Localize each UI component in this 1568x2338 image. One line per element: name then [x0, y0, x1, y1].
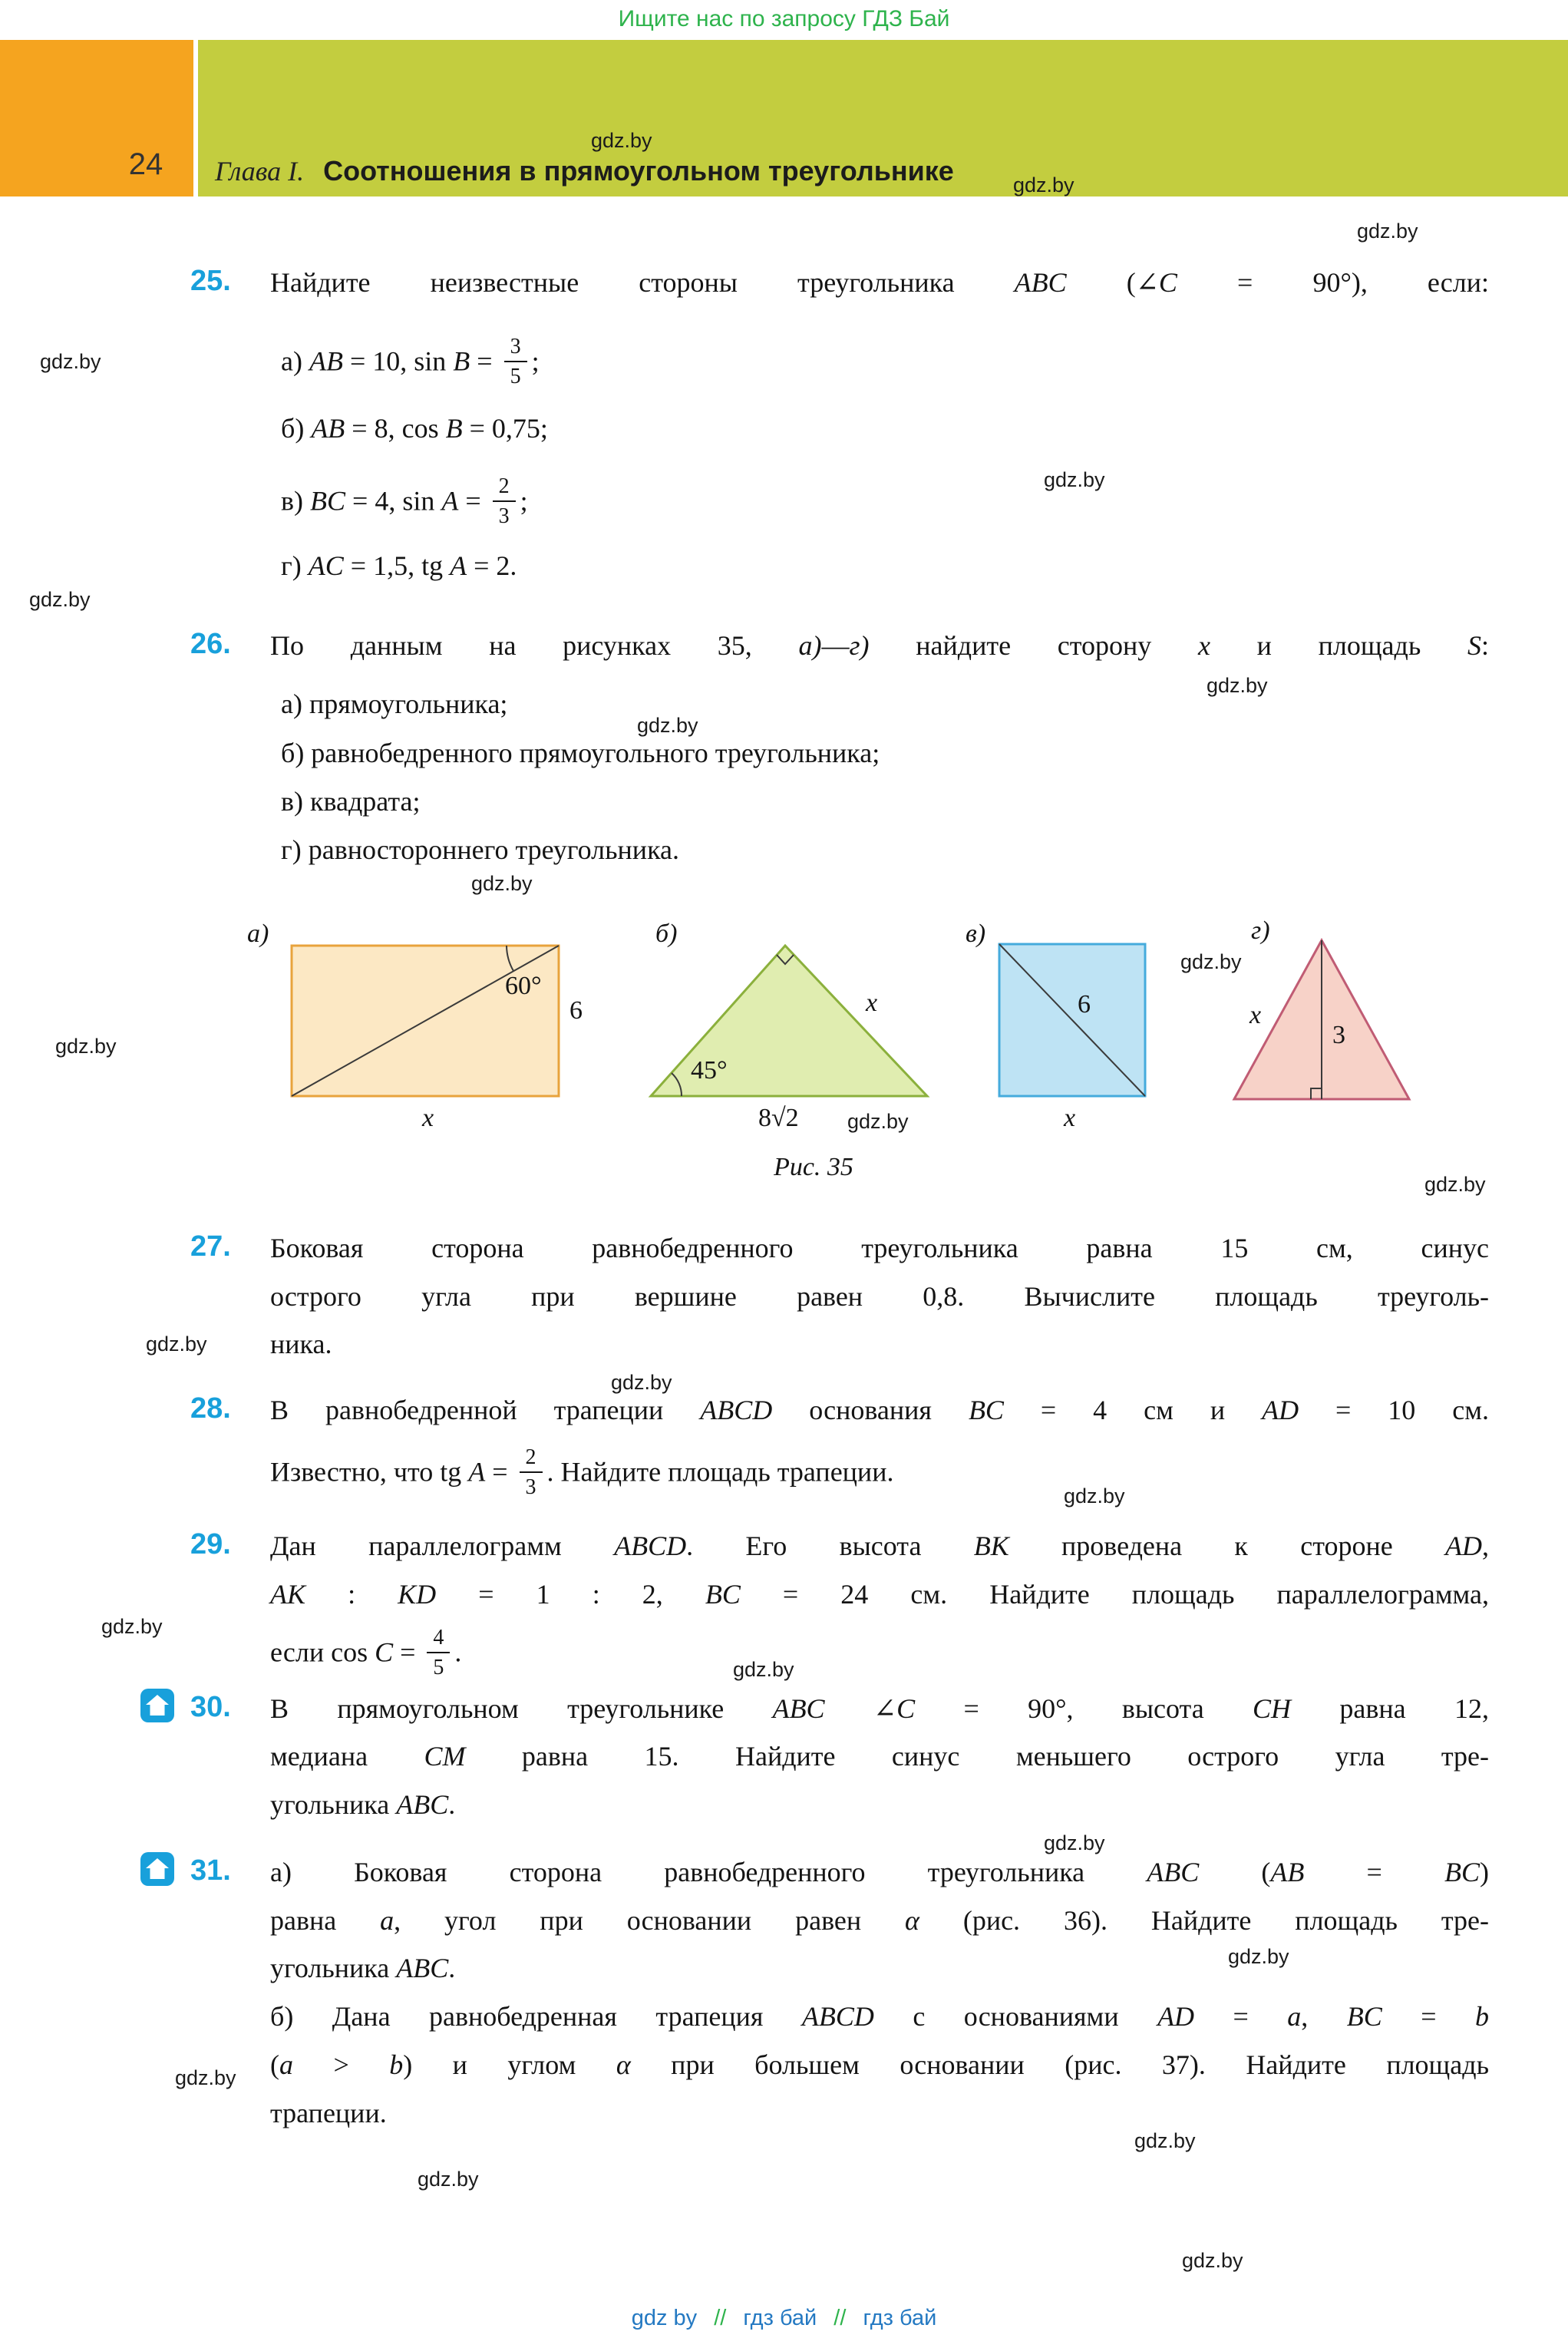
house-icon — [140, 1851, 175, 1887]
footer-link-gdz-by[interactable]: gdz by — [631, 2306, 698, 2330]
watermark: gdz.by — [175, 2066, 236, 2089]
fig-b-angle-value: 45° — [691, 1056, 728, 1085]
fig-a-rectangle — [292, 946, 559, 1096]
problem-31-line-1: а) Боковая сторона равнобедренного треугольника ABC (AB = BC) — [270, 1857, 1489, 1887]
fig-v-side-value: 6 — [1078, 990, 1091, 1019]
problem-25-item-a: а) AB = 10, sin B = $\frac{3}{5}$ ; — [281, 335, 540, 389]
problem-26-item-g: г) равностороннего треугольника. — [281, 834, 679, 865]
watermark: gdz.by — [1134, 2129, 1196, 2152]
watermark: gdz.by — [1182, 2249, 1243, 2272]
fig-b-x-label: x — [866, 989, 878, 1017]
figure-caption: Рис. 35 — [774, 1153, 853, 1181]
watermark: gdz.by — [1357, 220, 1418, 243]
problem-27-number: 27. — [190, 1230, 231, 1263]
fig-g-x-label: x — [1249, 1001, 1262, 1029]
problem-30-line-3: угольника ABC. — [270, 1789, 456, 1820]
footer-separator: // — [714, 2306, 727, 2330]
watermark: gdz.by — [611, 1371, 672, 1394]
watermark: gdz.by — [418, 2168, 479, 2191]
problem-30-line-1: В прямоугольном треугольнике ABC ∠C = 90°, высота CH равна 12, — [270, 1693, 1489, 1724]
fig-v-label: в) — [966, 920, 986, 948]
fig-g-height-value: 3 — [1332, 1021, 1345, 1049]
top-banner-text: Ищите нас по запросу ГДЗ Бай — [618, 6, 950, 31]
fig-b-hypotenuse-value: 8√2 — [758, 1104, 799, 1132]
watermark: gdz.by — [55, 1035, 117, 1058]
problem-29-line-1: Дан параллелограмм ABCD. Его высота BK проведена к стороне AD, — [270, 1531, 1489, 1561]
watermark: gdz.by — [1044, 468, 1105, 491]
fig-g-label: г) — [1251, 916, 1270, 945]
problem-26-item-a: а) прямоугольника; — [281, 689, 508, 719]
problem-26-item-v: в) квадрата; — [281, 786, 421, 817]
problem-25-item-v: в) BC = 4, sin A = $\frac{2}{3}$ ; — [281, 474, 528, 529]
watermark: gdz.by — [1013, 173, 1074, 196]
problem-29-line-3: если cos C = $\frac{4}{5}$ . — [270, 1626, 462, 1680]
footer-separator: // — [834, 2306, 847, 2330]
difficulty-marker — [140, 1851, 175, 1887]
problem-25-item-g: г) AC = 1,5, tg A = 2. — [281, 550, 517, 581]
footer-link-gdz-bai-1[interactable]: гдз бай — [743, 2306, 817, 2330]
watermark: gdz.by — [1064, 1484, 1125, 1507]
problem-26-line-1: По данным на рисунках 35, а)—г) найдите сторону x и площадь S: — [270, 630, 1489, 661]
problem-31-line-2: равна a, угол при основании равен α (рис. 36). Найдите площадь тре- — [270, 1905, 1490, 1936]
chapter-heading — [215, 155, 954, 187]
fig-a-x-label: x — [422, 1104, 434, 1132]
problem-25-item-b: б) AB = 8, cos B = 0,75; — [281, 413, 548, 444]
fig-b-label: б) — [655, 920, 678, 948]
watermark: gdz.by — [101, 1615, 163, 1638]
page-number: 24 — [128, 147, 163, 181]
watermark: gdz.by — [29, 588, 91, 611]
watermark: gdz.by — [1180, 950, 1242, 973]
problem-26-item-b: б) равнобедренного прямоугольного треугольника; — [281, 738, 880, 768]
fig-v-x-label: x — [1064, 1104, 1076, 1132]
problem-26-number: 26. — [190, 628, 231, 660]
problem-31-line-6: трапеции. — [270, 2098, 387, 2128]
problem-25-line-1: Найдите неизвестные стороны треугольника ABC (∠C = 90°), если: — [270, 267, 1490, 298]
problem-30-line-2: медиана CM равна 15. Найдите синус меньшего острого угла тре- — [270, 1741, 1489, 1772]
fig-v-square — [999, 944, 1145, 1096]
problem-31-line-5: (a > b) и углом α при большем основании (рис. 37). Найдите площадь — [270, 2049, 1489, 2080]
problem-31-line-3: угольника ABC. — [270, 1953, 456, 1983]
problem-27-line-1: Боковая сторона равнобедренного треугольника равна 15 см, синус — [270, 1233, 1489, 1263]
watermark: gdz.by — [471, 872, 533, 895]
chapter-label: Глава I. — [215, 156, 305, 187]
footer — [0, 2306, 1568, 2331]
watermark: gdz.by — [591, 129, 652, 152]
problem-27-line-2: острого угла при вершине равен 0,8. Вычислите площадь треуголь- — [270, 1281, 1489, 1312]
watermark: gdz.by — [40, 350, 101, 373]
footer-link-gdz-bai-2[interactable]: гдз бай — [863, 2306, 937, 2330]
problem-27-line-3: ника. — [270, 1329, 332, 1359]
watermark: gdz.by — [1207, 674, 1268, 697]
problem-25-number: 25. — [190, 265, 231, 297]
problem-28-line-2: Известно, что tg A = $\frac{2}{3}$ . Найдите площадь трапеции. — [270, 1445, 894, 1500]
watermark: gdz.by — [1044, 1831, 1105, 1854]
watermark: gdz.by — [1424, 1173, 1486, 1196]
house-icon — [140, 1688, 175, 1723]
problem-29-number: 29. — [190, 1528, 231, 1560]
watermark: gdz.by — [1228, 1945, 1289, 1968]
difficulty-marker — [140, 1688, 175, 1723]
watermark: gdz.by — [637, 714, 698, 737]
fig-a-side-value: 6 — [569, 996, 583, 1025]
problem-28-line-1: В равнобедренной трапеции ABCD основания BC = 4 см и AD = 10 см. — [270, 1395, 1490, 1425]
problem-31-line-4: б) Дана равнобедренная трапеция ABCD с основаниями AD = a, BC = b — [270, 2001, 1490, 2032]
watermark: gdz.by — [733, 1658, 794, 1681]
watermark: gdz.by — [847, 1110, 909, 1133]
fig-a-label: а) — [247, 920, 269, 948]
problem-30-number: 30. — [190, 1691, 231, 1723]
problem-31-number: 31. — [190, 1854, 231, 1887]
chapter-title: Соотношения в прямоугольном треугольнике — [323, 155, 954, 187]
problem-28-number: 28. — [190, 1392, 231, 1425]
watermark: gdz.by — [146, 1332, 207, 1356]
problem-29-line-2: AK : KD = 1 : 2, BC = 24 см. Найдите площадь параллелограмма, — [270, 1579, 1489, 1610]
fig-a-angle-value: 60° — [505, 972, 542, 1000]
